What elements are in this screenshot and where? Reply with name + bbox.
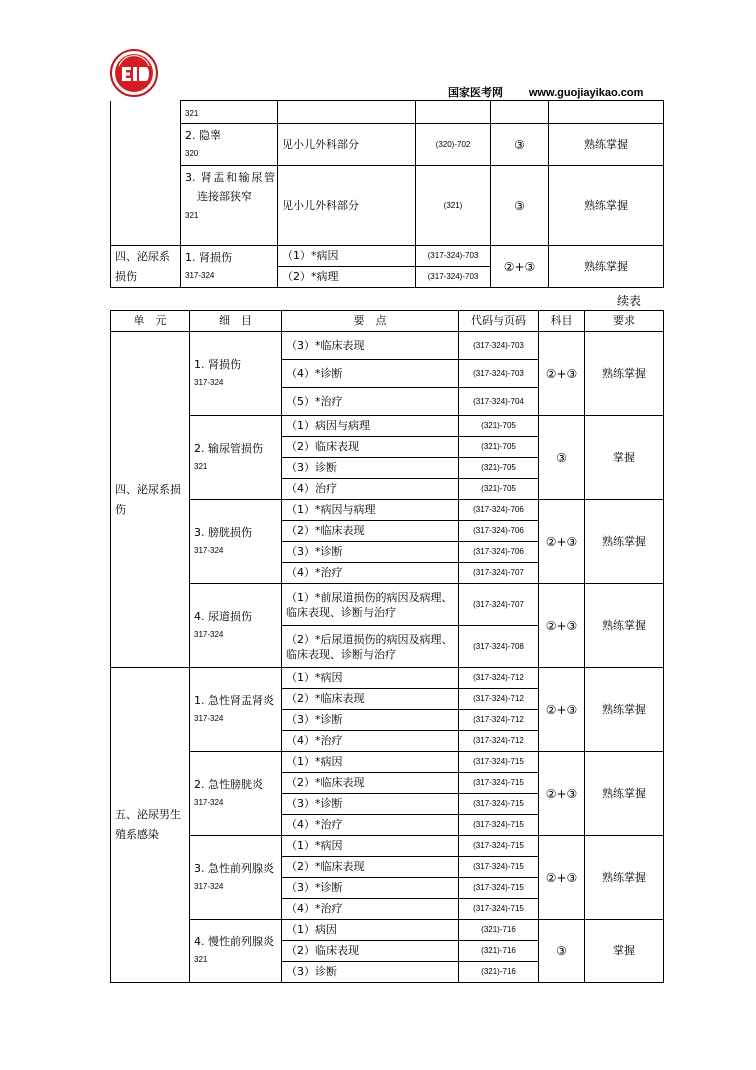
code-cell: (317-324)-715 (459, 857, 539, 878)
subject-cell: ②+③ (539, 668, 585, 752)
point-cell: （1）*病因与病理 (282, 500, 459, 521)
item-pages: 317-324 (194, 881, 224, 891)
item-cell (181, 101, 278, 124)
point-cell: （1）*病因 (282, 668, 459, 689)
site-logo (110, 49, 158, 97)
code-cell: (321)-716 (459, 920, 539, 941)
item-pages: 317-324 (194, 797, 224, 807)
header-point: 要 点 (282, 311, 459, 332)
code-cell: (317-324)-712 (459, 668, 539, 689)
subject-cell: ②+③ (539, 584, 585, 668)
requirement-cell: 熟练掌握 (585, 500, 664, 584)
item-pages: 317-324 (194, 629, 224, 639)
header-unit: 单 元 (111, 311, 190, 332)
subject-cell: ②+③ (539, 752, 585, 836)
point-cell: 见小儿外科部分 (278, 166, 416, 246)
header-requirement: 要求 (585, 311, 664, 332)
code-cell: (317-324)-704 (459, 388, 539, 416)
point-cell: （1）*前尿道损伤的病因及病理、临床表现、诊断与治疗 (282, 584, 459, 626)
code-cell: (317-324)-715 (459, 752, 539, 773)
syllabus-table (110, 310, 664, 983)
point-cell: （3）*临床表现 (282, 332, 459, 360)
code-cell: (317-324)-715 (459, 836, 539, 857)
subject-cell: ③ (539, 416, 585, 500)
point-cell: （2）*临床表现 (282, 521, 459, 542)
unit-cell: 四、泌尿系损伤 (111, 332, 190, 668)
point-cell: （2）临床表现 (282, 941, 459, 962)
requirement-cell: 熟练掌握 (585, 584, 664, 668)
table-row (111, 500, 664, 521)
table-row (111, 584, 664, 626)
code-cell: (317-324)-703 (416, 267, 491, 288)
code-cell: (321)-705 (459, 416, 539, 437)
code-cell: (317-324)-708 (459, 626, 539, 668)
code-cell: (317-324)-715 (459, 878, 539, 899)
item-name: 4. 慢性前列腺炎 (194, 935, 274, 948)
code-cell: (321)-705 (459, 458, 539, 479)
code-cell: (317-324)-707 (459, 563, 539, 584)
header-item: 细 目 (190, 311, 282, 332)
item-cell (181, 124, 278, 166)
point-cell: （1）*病因 (282, 752, 459, 773)
code-cell: (321)-705 (459, 437, 539, 458)
item-cell (190, 584, 282, 668)
code-cell: (321)-716 (459, 962, 539, 983)
subject-cell: ③ (491, 166, 549, 246)
table-row (111, 920, 664, 941)
point-cell: （3）*诊断 (282, 794, 459, 815)
code-cell: (317-324)-712 (459, 689, 539, 710)
item-cell (190, 836, 282, 920)
point-cell: （2）*病理 (278, 267, 416, 288)
code-cell: (317-324)-707 (459, 584, 539, 626)
code-cell: (317-324)-706 (459, 542, 539, 563)
item-pages: 317-324 (194, 377, 224, 387)
requirement-cell: 熟练掌握 (585, 332, 664, 416)
point-cell: （3）诊断 (282, 962, 459, 983)
item-name: 3. 肾盂和输尿管连接部狭窄 (185, 171, 275, 203)
point-cell: （2）*后尿道损伤的病因及病理、临床表现、诊断与治疗 (282, 626, 459, 668)
point-cell: （1）*病因 (278, 246, 416, 267)
code-cell: (317-324)-703 (416, 246, 491, 267)
code-cell: (317-324)-715 (459, 773, 539, 794)
requirement-cell: 熟练掌握 (585, 668, 664, 752)
subject-cell: ②+③ (539, 332, 585, 416)
header-subject: 科目 (539, 311, 585, 332)
item-name: 1. 急性肾盂肾炎 (194, 693, 274, 707)
item-name: 1. 肾损伤 (185, 250, 232, 264)
item-cell (181, 246, 278, 288)
code-cell: (321) (416, 166, 491, 246)
table-row (111, 836, 664, 857)
code-cell: (321)-705 (459, 479, 539, 500)
header-code: 代码与页码 (459, 311, 539, 332)
point-cell: （4）*治疗 (282, 815, 459, 836)
unit-cell: 四、泌尿系损伤 (111, 246, 181, 288)
item-cell (190, 752, 282, 836)
item-pages: 321 (194, 461, 208, 471)
code-cell: (317-324)-706 (459, 500, 539, 521)
item-cell (190, 416, 282, 500)
subject-cell: ③ (491, 124, 549, 166)
code-cell: (321)-716 (459, 941, 539, 962)
requirement-cell: 熟练掌握 (585, 752, 664, 836)
item-name: 2. 急性膀胱炎 (194, 777, 263, 791)
item-cell (190, 332, 282, 416)
item-name: 3. 膀胱损伤 (194, 525, 252, 539)
table-row (111, 416, 664, 437)
site-header (448, 84, 643, 100)
item-name: 2. 隐睾 (185, 129, 221, 142)
item-pages: 321 (194, 955, 208, 964)
subject-cell: ②+③ (539, 500, 585, 584)
requirement-cell: 掌握 (585, 416, 664, 500)
item-name: 2. 输尿管损伤 (194, 441, 263, 455)
item-pages: 317-324 (194, 545, 224, 555)
table-row (111, 668, 664, 689)
item-cell (190, 668, 282, 752)
item-pages: 321 (185, 211, 199, 220)
continued-label: 续表 (616, 294, 641, 308)
subject-cell: ③ (539, 920, 585, 983)
point-cell: （3）*诊断 (282, 710, 459, 731)
point-cell: （4）治疗 (282, 479, 459, 500)
subject-cell: ②+③ (539, 836, 585, 920)
point-cell: （1）病因 (282, 920, 459, 941)
point-cell: （1）病因与病理 (282, 416, 459, 437)
site-name: 国家医考网 (448, 86, 503, 99)
unit-cell-empty (111, 101, 181, 246)
unit-cell: 五、泌尿男生殖系感染 (111, 668, 190, 983)
point-cell: （2）*临床表现 (282, 689, 459, 710)
item-pages: 320 (185, 149, 199, 158)
point-cell: （4）*治疗 (282, 563, 459, 584)
item-name: 1. 肾损伤 (194, 357, 241, 371)
point-cell: （4）*治疗 (282, 731, 459, 752)
point-cell: （4）*诊断 (282, 360, 459, 388)
requirement-cell: 熟练掌握 (549, 124, 664, 166)
table-row (111, 332, 664, 360)
item-name: 3. 急性前列腺炎 (194, 861, 274, 875)
code-cell: (317-324)-703 (459, 332, 539, 360)
code-cell: (317-324)-712 (459, 710, 539, 731)
subject-cell: ②+③ (491, 246, 549, 288)
code-cell: (317-324)-715 (459, 815, 539, 836)
code-cell: (317-324)-712 (459, 731, 539, 752)
point-cell: （1）*病因 (282, 836, 459, 857)
table-row (111, 752, 664, 773)
item-pages: 321 (185, 109, 199, 118)
item-cell (181, 166, 278, 246)
point-cell: （4）*治疗 (282, 899, 459, 920)
code-cell: (317-324)-703 (459, 360, 539, 388)
requirement-cell: 熟练掌握 (549, 246, 664, 288)
code-cell: (320)-702 (416, 124, 491, 166)
code-cell: (317-324)-715 (459, 899, 539, 920)
requirement-cell: 熟练掌握 (549, 166, 664, 246)
point-cell: （3）*诊断 (282, 878, 459, 899)
item-pages: 317-324 (185, 270, 215, 280)
requirement-cell: 掌握 (585, 920, 664, 983)
point-cell: （3）诊断 (282, 458, 459, 479)
point-cell: （2）*临床表现 (282, 857, 459, 878)
site-url: www.guojiayikao.com (528, 87, 644, 99)
code-cell: (317-324)-706 (459, 521, 539, 542)
point-cell: （5）*治疗 (282, 388, 459, 416)
item-name: 4. 尿道损伤 (194, 609, 252, 623)
table-header-row (111, 311, 664, 332)
point-cell: 见小儿外科部分 (278, 124, 416, 166)
code-cell: (317-324)-715 (459, 794, 539, 815)
item-pages: 317-324 (194, 713, 224, 723)
item-cell (190, 920, 282, 983)
top-table (110, 100, 664, 288)
item-cell (190, 500, 282, 584)
point-cell: （2）*临床表现 (282, 773, 459, 794)
requirement-cell: 熟练掌握 (585, 836, 664, 920)
point-cell: （2）临床表现 (282, 437, 459, 458)
point-cell: （3）*诊断 (282, 542, 459, 563)
